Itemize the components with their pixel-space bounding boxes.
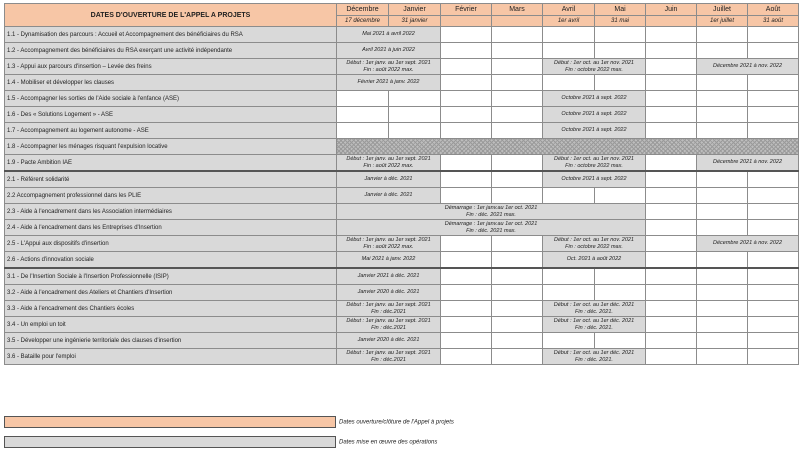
empty-cell — [441, 123, 492, 139]
empty-cell — [748, 204, 799, 220]
period-text-line: Janvier à déc. 2021 — [364, 192, 413, 198]
period-text-line: Janvier 2020 à déc. 2021 — [357, 289, 420, 295]
empty-cell — [543, 333, 595, 349]
period-cell — [337, 27, 441, 43]
period-cell — [543, 107, 646, 123]
empty-cell — [646, 171, 697, 188]
row-label: 1.4 - Mobiliser et développer les clauses — [5, 75, 337, 91]
empty-cell — [646, 349, 697, 365]
empty-cell — [697, 107, 748, 123]
empty-cell — [646, 107, 697, 123]
period-text-line: Octobre 2021 à sept. 2022 — [561, 127, 627, 133]
empty-cell — [543, 188, 595, 204]
empty-cell — [543, 27, 595, 43]
schedule-table-wrapper — [4, 3, 798, 405]
period-text-line: Début : 1er janv. au 1er sept. 2021 — [346, 301, 431, 308]
empty-cell — [543, 75, 595, 91]
month-header: Mai — [595, 4, 646, 16]
row-label: 2.3 - Aide à l'encadrement dans les Association intermédiaires — [5, 204, 337, 220]
period-cell — [337, 155, 441, 172]
legend-label: Dates mise en œuvre des opérations — [339, 439, 438, 446]
month-header: Mars — [492, 4, 543, 16]
table-row — [5, 188, 799, 204]
row-label: 2.5 - L'Appui aux dispositifs d'insertion — [5, 236, 337, 252]
empty-cell — [697, 268, 748, 285]
row-label: 3.1 - De l'Insertion Sociale à l'Insertion Professionnelle (ISIP) — [5, 268, 337, 285]
empty-cell — [492, 123, 543, 139]
period-text-line: Fin : octobre 2022 max. — [565, 162, 623, 169]
period-cell — [337, 317, 441, 333]
empty-cell — [492, 236, 543, 252]
period-text-line: Début : 1er oct. au 1er déc. 2021 — [553, 301, 635, 308]
empty-cell — [697, 43, 748, 59]
table-row — [5, 285, 799, 301]
empty-cell — [595, 268, 646, 285]
empty-cell — [595, 285, 646, 301]
empty-cell — [697, 349, 748, 365]
row-label: 3.6 - Bataille pour l'emploi — [5, 349, 337, 365]
month-header: Août — [748, 4, 799, 16]
empty-cell — [492, 317, 543, 333]
empty-cell — [646, 285, 697, 301]
period-text-line: Fin : déc.2021 — [371, 324, 406, 331]
period-text-line: Fin : déc.2021 — [371, 356, 406, 363]
empty-cell — [441, 171, 492, 188]
period-text-line: Décembre 2021 à nov. 2022 — [713, 159, 782, 165]
empty-cell — [646, 301, 697, 317]
table-row — [5, 139, 799, 155]
period-text-line: Fin : déc.2021 — [371, 308, 406, 315]
empty-cell — [441, 268, 492, 285]
empty-cell — [748, 301, 799, 317]
table-row — [5, 59, 799, 75]
period-text-line: Début : 1er oct. au 1er déc. 2021 — [553, 317, 635, 324]
empty-cell — [337, 91, 389, 107]
table-row — [5, 171, 799, 188]
period-cell — [337, 75, 441, 91]
period-cell — [697, 59, 799, 75]
table-row — [5, 107, 799, 123]
empty-cell — [748, 123, 799, 139]
empty-cell — [492, 75, 543, 91]
empty-cell — [748, 91, 799, 107]
table-row — [5, 301, 799, 317]
empty-cell — [595, 27, 646, 43]
period-cell — [697, 236, 799, 252]
empty-cell — [697, 252, 748, 269]
empty-cell — [441, 285, 492, 301]
empty-cell — [646, 333, 697, 349]
period-cell — [543, 349, 646, 365]
table-row — [5, 252, 799, 269]
empty-cell — [697, 317, 748, 333]
table-row — [5, 123, 799, 139]
empty-cell — [492, 43, 543, 59]
empty-cell — [492, 333, 543, 349]
empty-cell — [697, 220, 748, 236]
empty-cell — [646, 123, 697, 139]
table-row — [5, 204, 799, 220]
empty-cell — [697, 301, 748, 317]
empty-cell — [492, 91, 543, 107]
empty-cell — [646, 75, 697, 91]
period-text-line: Décembre 2021 à nov. 2022 — [713, 240, 782, 246]
period-text-line: Fin : déc. 2021. — [575, 356, 613, 363]
empty-cell — [389, 107, 441, 123]
empty-cell — [492, 268, 543, 285]
empty-cell — [441, 317, 492, 333]
period-cell — [337, 171, 441, 188]
period-text-line: Janvier à déc. 2021 — [364, 176, 413, 182]
table-row — [5, 75, 799, 91]
period-text-line: Fin : déc. 2021. — [575, 324, 613, 331]
month-subheader: 1er avril — [543, 16, 595, 27]
empty-cell — [748, 75, 799, 91]
period-text-line: Fin : déc. 2021 max. — [466, 211, 516, 218]
empty-cell — [543, 43, 595, 59]
empty-cell — [492, 349, 543, 365]
period-text-line: Début : 1er oct. au 1er nov. 2021 — [553, 155, 634, 162]
period-text-line: Fin : octobre 2022 max. — [565, 66, 623, 73]
empty-cell — [748, 27, 799, 43]
period-cell — [337, 188, 441, 204]
month-subheader — [441, 16, 492, 27]
period-text-line: Avril 2021 à juin 2022 — [362, 47, 415, 53]
period-text-line: Mai 2021 à avril 2022 — [362, 31, 415, 37]
empty-cell — [441, 188, 492, 204]
month-header: Juin — [646, 4, 697, 16]
empty-cell — [748, 220, 799, 236]
empty-cell — [697, 123, 748, 139]
empty-cell — [492, 107, 543, 123]
period-cell — [543, 236, 646, 252]
month-subheader: 31 mai — [595, 16, 646, 27]
period-text-line: Oct. 2021 à août 2022 — [566, 256, 622, 262]
period-cell — [337, 220, 646, 236]
period-text-line: Janvier 2020 à déc. 2021 — [357, 337, 420, 343]
month-subheader — [492, 16, 543, 27]
empty-cell — [697, 204, 748, 220]
row-label: 2.6 - Actions d'innovation sociale — [5, 252, 337, 269]
empty-cell — [748, 188, 799, 204]
schedule-rows — [5, 27, 799, 365]
month-header: Juillet — [697, 4, 748, 16]
row-label: 3.5 - Développer une ingénierie territoriale des clauses d'insertion — [5, 333, 337, 349]
period-text-line: Début : 1er oct. au 1er nov. 2021 — [553, 236, 634, 243]
period-text-line: Janvier 2021 à déc. 2021 — [357, 273, 420, 279]
empty-cell — [492, 188, 543, 204]
empty-cell — [748, 333, 799, 349]
empty-cell — [646, 27, 697, 43]
empty-cell — [441, 75, 492, 91]
period-cell — [337, 268, 441, 285]
period-text-line: Octobre 2021 à sept. 2022 — [561, 95, 627, 101]
period-cell — [337, 43, 441, 59]
month-header: Janvier — [389, 4, 441, 16]
empty-cell — [441, 301, 492, 317]
empty-cell — [441, 43, 492, 59]
row-label: 2.2 Accompagnement professionnel dans les PLIE — [5, 188, 337, 204]
empty-cell — [646, 188, 697, 204]
row-label: 1.7 - Accompagnement au logement autonome - ASE — [5, 123, 337, 139]
empty-cell — [697, 285, 748, 301]
period-text-line: Décembre 2021 à nov. 2022 — [713, 63, 782, 69]
empty-cell — [646, 268, 697, 285]
table-row — [5, 349, 799, 365]
month-subheader: 1er juillet — [697, 16, 748, 27]
empty-cell — [543, 285, 595, 301]
empty-cell — [441, 236, 492, 252]
empty-cell — [748, 107, 799, 123]
row-label: 1.2 - Accompagnement des bénéficiaires du RSA exerçant une activité indépendante — [5, 43, 337, 59]
table-row — [5, 91, 799, 107]
row-label: 3.2 - Aide à l'encadrement des Ateliers et Chantiers d'Insertion — [5, 285, 337, 301]
row-label: 2.4 - Aide à l'encadrement dans les Entreprises d'Insertion — [5, 220, 337, 236]
empty-cell — [492, 155, 543, 172]
table-row — [5, 333, 799, 349]
period-text-line: Fin : déc. 2021. — [575, 308, 613, 315]
period-cell — [543, 301, 646, 317]
empty-cell — [748, 252, 799, 269]
empty-cell — [646, 43, 697, 59]
table-row — [5, 317, 799, 333]
empty-cell — [441, 333, 492, 349]
row-label: 1.1 - Dynamisation des parcours : Accueil et Accompagnement des bénéficiaires du RSA — [5, 27, 337, 43]
empty-cell — [646, 155, 697, 172]
empty-cell — [646, 317, 697, 333]
period-text-line: Fin : août 2022 max. — [363, 66, 414, 73]
empty-cell — [595, 188, 646, 204]
empty-cell — [595, 43, 646, 59]
period-cell — [697, 155, 799, 172]
month-subheader: 17 décembre — [337, 16, 389, 27]
period-cell — [543, 123, 646, 139]
empty-cell — [646, 236, 697, 252]
empty-cell — [646, 220, 697, 236]
empty-cell — [492, 252, 543, 269]
empty-cell — [646, 252, 697, 269]
empty-cell — [595, 333, 646, 349]
table-row — [5, 236, 799, 252]
empty-cell — [389, 91, 441, 107]
empty-cell — [492, 27, 543, 43]
empty-cell — [492, 59, 543, 75]
month-subheader: 31 janvier — [389, 16, 441, 27]
period-text-line: Début : 1er janv. au 1er sept. 2021 — [346, 317, 431, 324]
period-text-line: Mai 2021 à janv. 2022 — [361, 256, 416, 262]
period-cell — [543, 317, 646, 333]
period-cell — [337, 59, 441, 75]
period-cell — [543, 91, 646, 107]
table-row — [5, 43, 799, 59]
empty-cell — [697, 188, 748, 204]
period-cell — [543, 252, 646, 269]
row-label: 1.6 - Des « Solutions Logement » - ASE — [5, 107, 337, 123]
month-header: Décembre — [337, 4, 389, 16]
empty-cell — [337, 107, 389, 123]
month-subheader — [646, 16, 697, 27]
empty-cell — [748, 268, 799, 285]
period-text-line: Fin : octobre 2022 max. — [565, 243, 623, 250]
empty-cell — [748, 317, 799, 333]
table-row — [5, 268, 799, 285]
empty-cell — [492, 171, 543, 188]
empty-cell — [543, 268, 595, 285]
month-header: Avril — [543, 4, 595, 16]
period-text-line: Démarrage : 1er janv.au 1er oct. 2021 — [444, 204, 538, 211]
period-text-line: Début : 1er janv. au 1er sept. 2021 — [346, 59, 431, 66]
period-text-line: Octobre 2021 à sept. 2022 — [561, 176, 627, 182]
legend-swatch-implementation — [4, 436, 336, 448]
period-cell — [337, 204, 646, 220]
period-text-line: Fin : déc. 2021 max. — [466, 227, 516, 234]
empty-cell — [697, 171, 748, 188]
period-text-line: Début : 1er oct. au 1er nov. 2021 — [553, 59, 634, 66]
period-text-line: Début : 1er janv. au 1er sept. 2021 — [346, 155, 431, 162]
table-row — [5, 155, 799, 172]
empty-cell — [748, 43, 799, 59]
crossed-out-cell — [337, 139, 799, 155]
period-cell — [337, 301, 441, 317]
period-text-line: Début : 1er janv. au 1er sept. 2021 — [346, 236, 431, 243]
row-label: 1.3 - Appui aux parcours d'insertion – Levée des freins — [5, 59, 337, 75]
empty-cell — [748, 285, 799, 301]
empty-cell — [697, 75, 748, 91]
empty-cell — [441, 155, 492, 172]
table-title: DATES D'OUVERTURE DE L'APPEL A PROJETS — [5, 4, 337, 27]
empty-cell — [441, 107, 492, 123]
empty-cell — [748, 349, 799, 365]
row-label: 1.9 - Pacte Ambition IAE — [5, 155, 337, 172]
period-text-line: Début : 1er janv. au 1er sept. 2021 — [346, 349, 431, 356]
period-text-line: Fin : août 2022 max. — [363, 243, 414, 250]
period-text-line: Février 2021 à janv. 2022 — [357, 79, 420, 85]
empty-cell — [697, 91, 748, 107]
empty-cell — [492, 301, 543, 317]
empty-cell — [389, 123, 441, 139]
legend-label: Dates ouverture/clôture de l'Appel à projets — [339, 419, 454, 426]
row-label: 2.1 - Référent solidarité — [5, 171, 337, 188]
empty-cell — [441, 349, 492, 365]
empty-cell — [441, 91, 492, 107]
empty-cell — [646, 204, 697, 220]
table-row — [5, 220, 799, 236]
period-cell — [337, 349, 441, 365]
schedule-table — [4, 3, 799, 365]
month-subheader: 31 août — [748, 16, 799, 27]
row-label: 1.5 - Accompagner les sorties de l'Aide sociale à l'enfance (ASE) — [5, 91, 337, 107]
period-cell — [337, 333, 441, 349]
period-text-line: Début : 1er oct. au 1er déc. 2021 — [553, 349, 635, 356]
legend-opening — [4, 416, 454, 428]
period-cell — [337, 252, 441, 269]
empty-cell — [441, 252, 492, 269]
empty-cell — [337, 123, 389, 139]
table-row — [5, 27, 799, 43]
empty-cell — [441, 27, 492, 43]
legend-implementation — [4, 436, 437, 448]
period-cell — [543, 155, 646, 172]
period-text-line: Démarrage : 1er janv.au 1er oct. 2021 — [444, 220, 538, 227]
period-cell — [543, 171, 646, 188]
period-cell — [337, 285, 441, 301]
legend-swatch-opening — [4, 416, 336, 428]
empty-cell — [646, 91, 697, 107]
row-label: 3.4 - Un emploi un toit — [5, 317, 337, 333]
period-text-line: Octobre 2021 à sept. 2022 — [561, 111, 627, 117]
row-label: 3.3 - Aide à l'encadrement des Chantiers écoles — [5, 301, 337, 317]
empty-cell — [646, 59, 697, 75]
row-label: 1.8 - Accompagner les ménages risquant l'expulsion locative — [5, 139, 337, 155]
empty-cell — [441, 59, 492, 75]
empty-cell — [697, 333, 748, 349]
period-text-line: Fin : août 2022 max. — [363, 162, 414, 169]
empty-cell — [595, 75, 646, 91]
period-cell — [543, 59, 646, 75]
empty-cell — [697, 27, 748, 43]
period-cell — [337, 236, 441, 252]
empty-cell — [492, 285, 543, 301]
month-header: Février — [441, 4, 492, 16]
empty-cell — [748, 171, 799, 188]
